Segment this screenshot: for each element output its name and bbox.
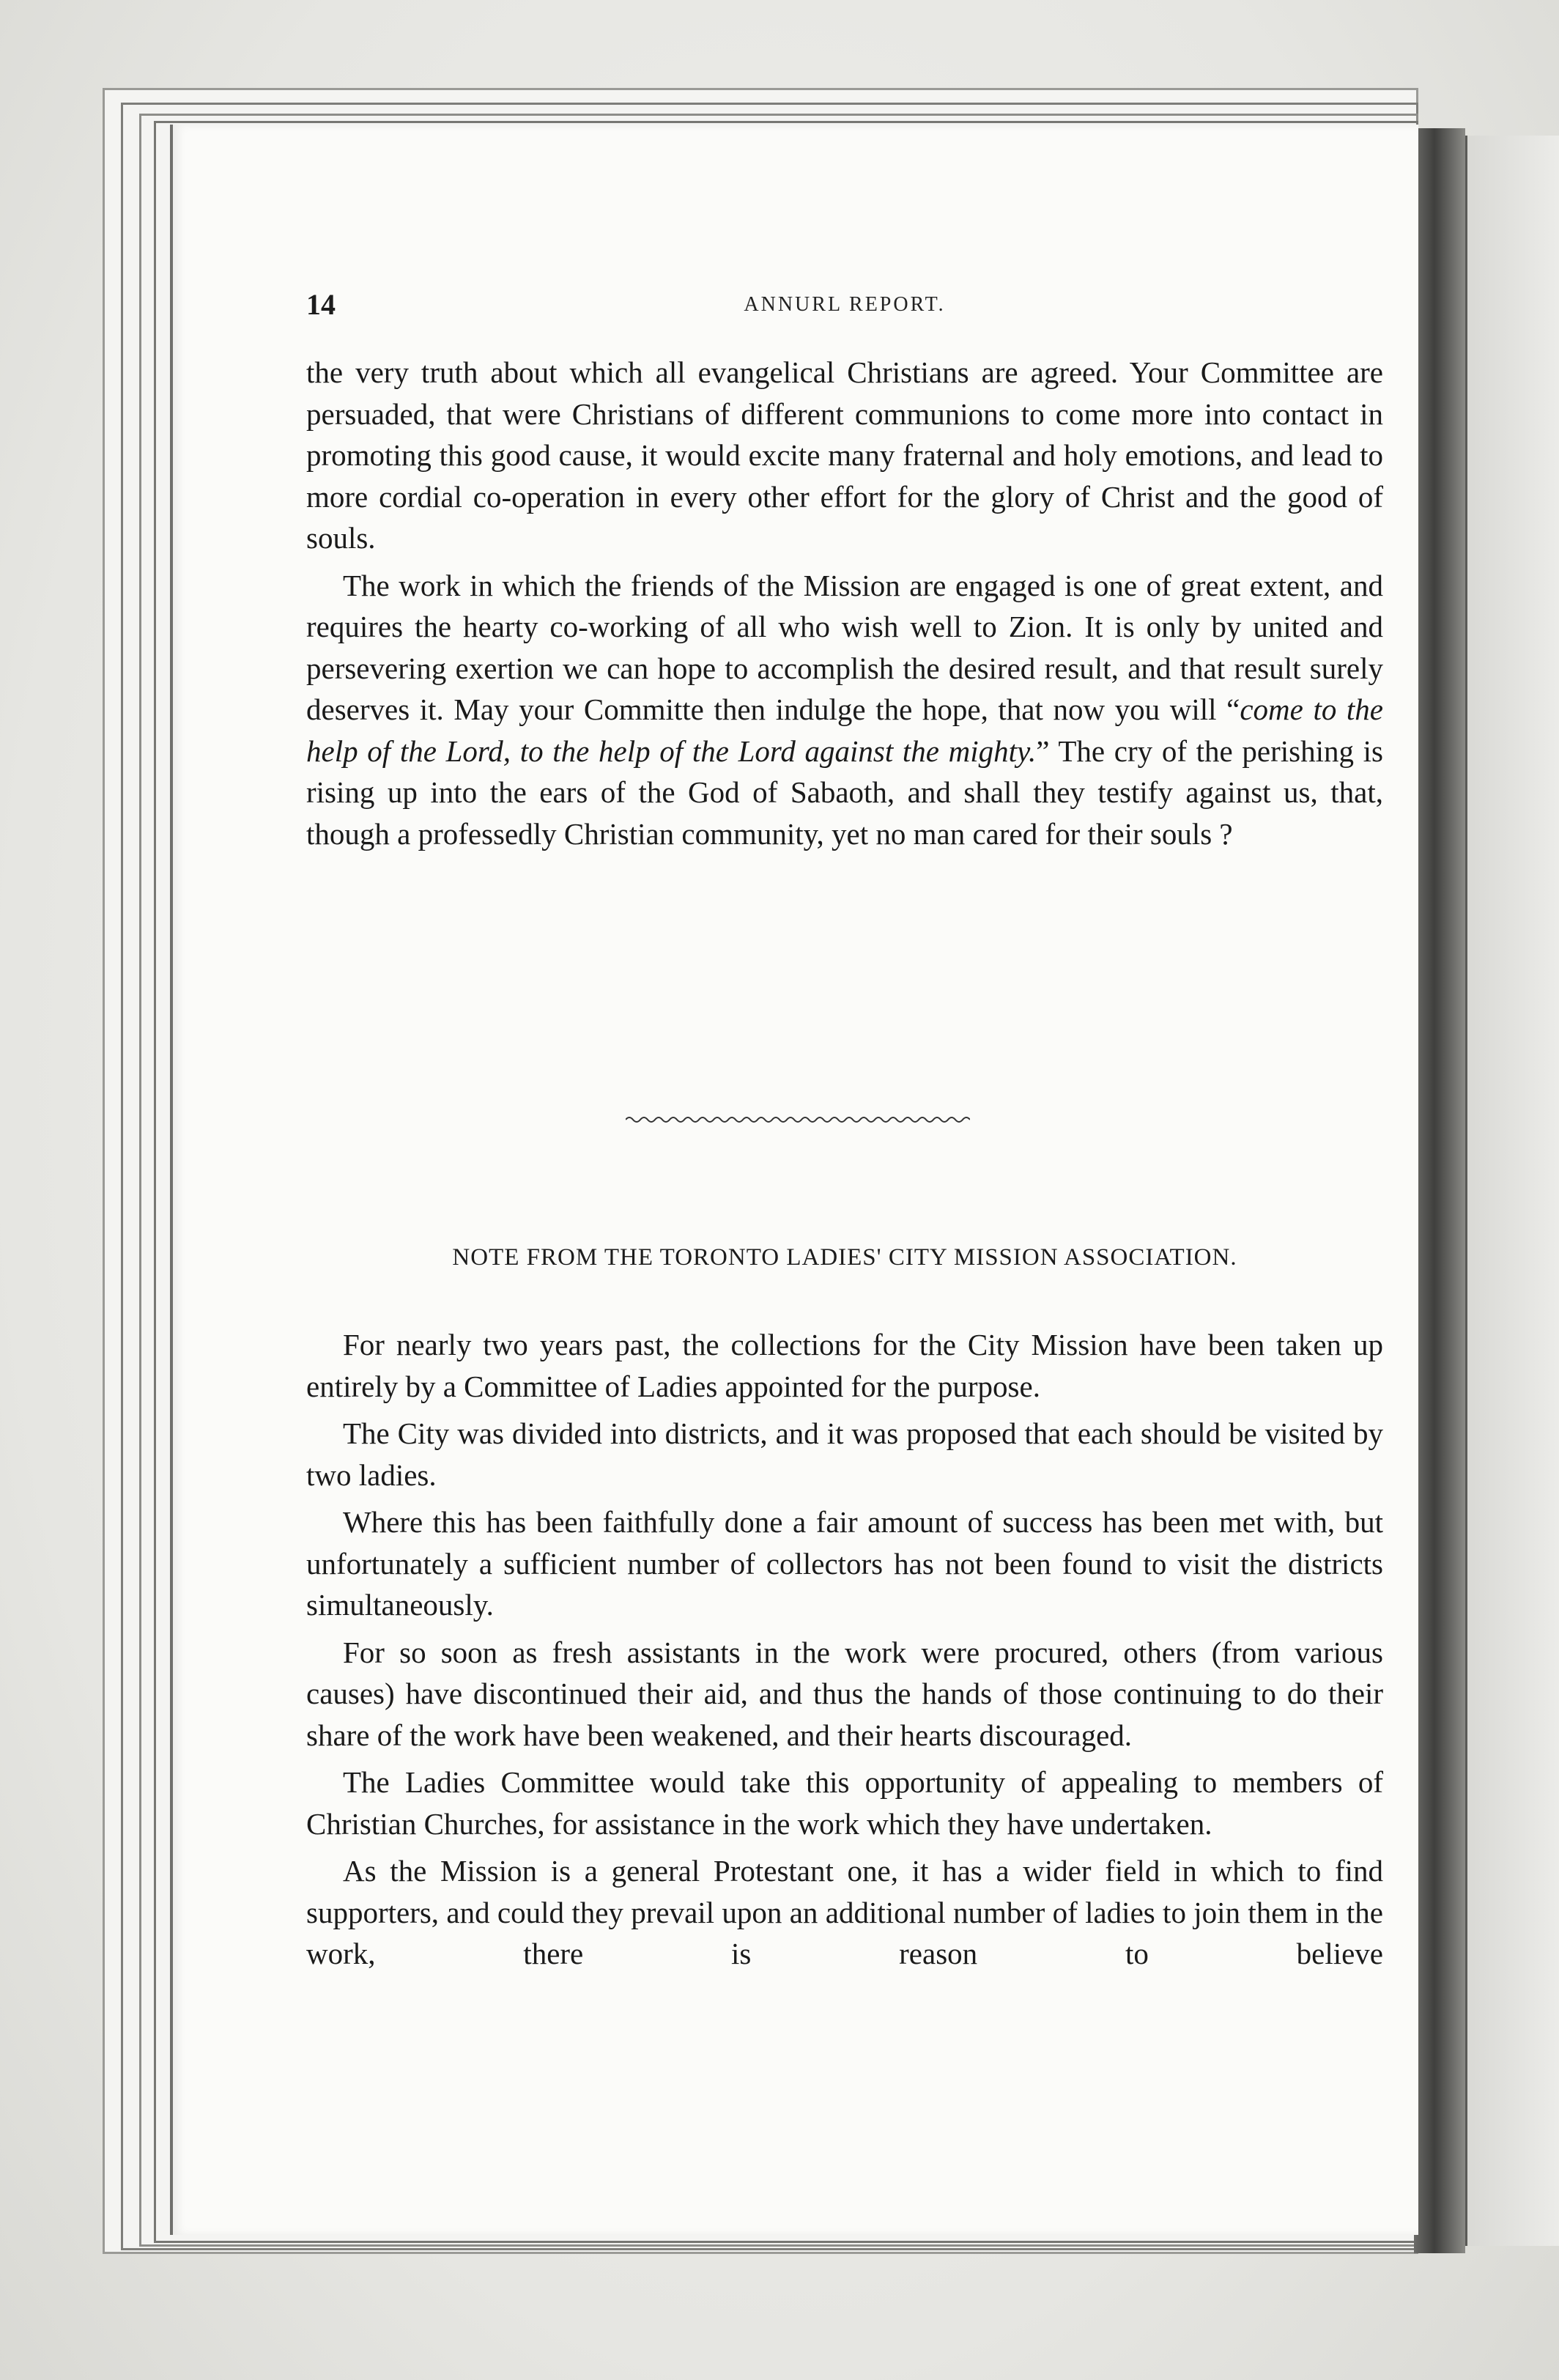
- facing-page-edge: [1465, 136, 1559, 2246]
- wavy-rule-ornament: [626, 1112, 970, 1127]
- text-segment: The work in which the friends of the Mission are engaged is one of great extent, and requires the hearty co-working of all who wish well to Zion. It is only by united and persevering exertion we can hope to accomplish the desired result, and that result surely deserves it. May your Committe then indulge the hope, that now you will “: [306, 568, 1383, 726]
- paragraph: For so soon as fresh assistants in the work were procured, others (from various causes) have discontinued their aid, and thus the hands of those continuing to do their share of the work have been weakened, and their hearts discouraged.: [306, 1635, 1383, 1752]
- italic-quotation: come to the help of the Lord, to the help of the Lord against the mighty.: [306, 692, 1384, 768]
- paragraph: As the Mission is a general Protestant one, it has a wider field in which to find supporters, and could they prevail upon an additional number of ladies to join them in the work, there is reason to believe: [306, 1854, 1383, 1970]
- paragraph: [306, 352, 1383, 559]
- paragraph: The City was divided into districts, and it was proposed that each should be visited by two ladies.: [306, 1416, 1383, 1492]
- paragraph: [306, 565, 1383, 855]
- continuation-text: [306, 352, 1383, 860]
- note-text: [306, 1324, 1383, 1981]
- running-head-title: ANNURL REPORT.: [744, 293, 946, 316]
- section-heading: NOTE FROM THE TORONTO LADIES' CITY MISSION ASSOCIATION.: [452, 1244, 1237, 1271]
- book-page: [170, 125, 1418, 2235]
- running-head: [306, 287, 1383, 331]
- paragraph: Where this has been faithfully done a fair amount of success has been met with, but unfortunately a sufficient number of collectors has not been found to visit the districts simultaneously.: [306, 1505, 1383, 1622]
- text-segment: ” The cry of the perishing is rising up into the ears of the God of Sabaoth, and shall they testify against us, that, though a professedly Christian community, yet no man cared for their souls ?: [306, 733, 1383, 851]
- paragraph: The Ladies Committee would take this opportunity of appealing to members of Christian Churches, for assistance in the work which they have undertaken.: [306, 1765, 1383, 1841]
- book-binding-shadow: [1414, 128, 1465, 2253]
- text-segment: the very truth about which all evangelical Christians are agreed. Your Committee are persuaded, that were Christians of different communions to come more into contact in promoting this good cause, it would excite many fraternal and holy emotions, and lead to more cordial co-operation in every other effort for the glory of Christ and the good of souls.: [306, 355, 1383, 555]
- paragraph: For nearly two years past, the collections for the City Mission have been taken up entirely by a Committee of Ladies appointed for the purpose.: [306, 1328, 1383, 1403]
- page-number: 14: [306, 288, 336, 321]
